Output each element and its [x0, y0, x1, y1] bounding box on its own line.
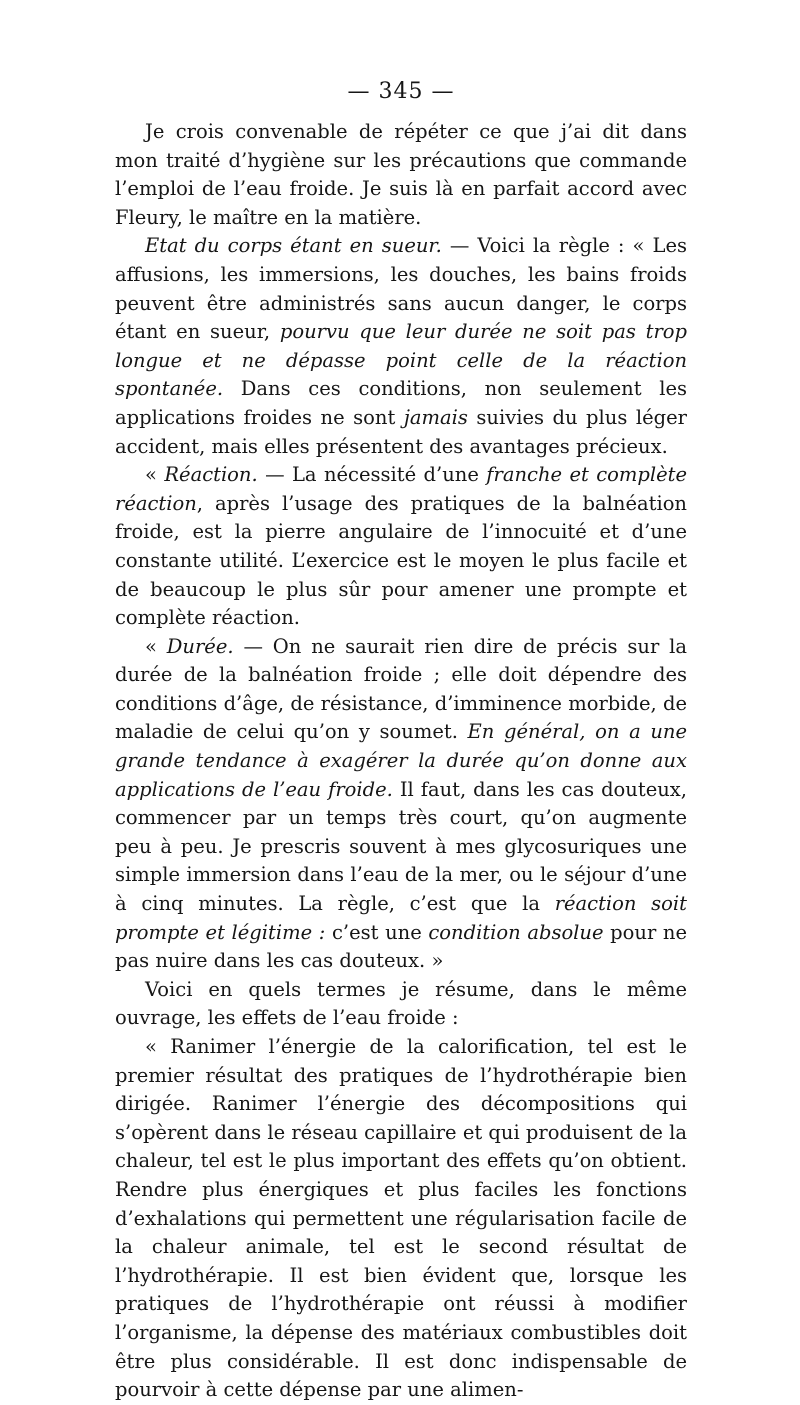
paragraph-2-italic-b: jamais: [403, 405, 468, 429]
page-number: — 345 —: [347, 79, 455, 104]
paragraph-2-text-c: suivies du plus léger accident, mais elles présentent des avantages précieux.: [115, 405, 687, 458]
paragraph-4-text-d: pour ne pas nuire dans les cas douteux. »: [115, 920, 687, 973]
paragraph-4-text-c: c’est une: [325, 920, 429, 944]
paragraph-4: [115, 633, 687, 976]
paragraph-3-italic: franche et complète réaction: [115, 463, 688, 515]
paragraph-4-quote: «: [145, 634, 167, 658]
heading-duree: Durée.: [166, 634, 234, 658]
paragraph-3-quote: «: [145, 463, 165, 487]
book-page: [115, 76, 687, 1405]
paragraph-2-italic-a: pourvu que leur durée ne soit pas trop longue et ne dépasse point celle de la réaction spontanée.: [115, 320, 687, 401]
paragraph-5: Voici en quels termes je résume, dans le même ouvrage, les effets de l’eau froide :: [115, 977, 687, 1030]
paragraph-4-italic-a: En général, on a une grande tendance à exagérer la durée qu’on donne aux applications de l’eau froide.: [115, 720, 687, 801]
paragraph-3: [115, 461, 687, 633]
paragraph-4-text-a: — On ne saurait rien dire de précis sur la durée de la balnéation froide ; elle doit dépendre des conditions d’âge, de résistance, d’imminence morbide, de maladie de celui qu’on y soumet.: [115, 634, 687, 744]
paragraph-2: [115, 232, 687, 461]
heading-reaction: Réaction.: [164, 463, 258, 487]
paragraph-4-text-b: Il faut, dans les cas douteux, commencer par un temps très court, qu’on augmente peu à peu. Je prescris souvent à mes glycosuriques une simple immersion dans l’eau de la mer, ou le séjour d’une à cinq minutes. La règle, c’est que la: [115, 777, 687, 916]
paragraph-3-text-b: , après l’usage des pratiques de la balnéation froide, est la pierre angulaire de l’innocuité et d’une constante utilité. L’exercice est le moyen le plus facile et de beaucoup le plus sûr pour amener une prompte et complète réaction.: [115, 491, 687, 630]
paragraph-2-text-b: Dans ces conditions, non seulement les applications froides ne sont: [115, 377, 687, 429]
paragraph-3-text-a: — La nécessité d’une: [257, 463, 487, 487]
heading-etat-du-corps: Etat du corps étant en sueur.: [145, 234, 442, 258]
paragraph-2-text-a: — Voici la règle : « Les affusions, les immersions, les douches, les bains froids peuvent être administrés sans aucun danger, le corps étant en sueur,: [115, 234, 687, 344]
body-text: [115, 118, 687, 1405]
paragraph-4-italic-b: réaction soit prompte et légitime :: [115, 892, 687, 944]
paragraph-1: Je crois convenable de répéter ce que j’ai dit dans mon traité d’hygiène sur les précautions que commande l’emploi de l’eau froide. Je suis là en parfait accord avec Fleury, le maître en la matière.: [115, 120, 687, 229]
paragraph-4-italic-c: condition absolue: [428, 920, 604, 944]
paragraph-6: « Ranimer l’énergie de la calorification, tel est le premier résultat des pratiques de l’hydrothérapie bien dirigée. Ranimer l’énergie des décompositions qui s’opèrent dans le réseau capillaire et qui produisent de la chaleur, tel est le plus important des effets qu’on obtient. Rendre plus énergiques et plus faciles les fonctions d’exhalations qui permettent une régularisation facile de la chaleur animale, tel est le second résultat de l’hydrothérapie. Il est bien évident que, lorsque les pratiques de l’hydrothérapie ont réussi à modifier l’organisme, la dépense des matériaux combustibles doit être plus considérable. Il est donc indispensable de pourvoir à cette dépense par une alimen-: [115, 1035, 687, 1402]
